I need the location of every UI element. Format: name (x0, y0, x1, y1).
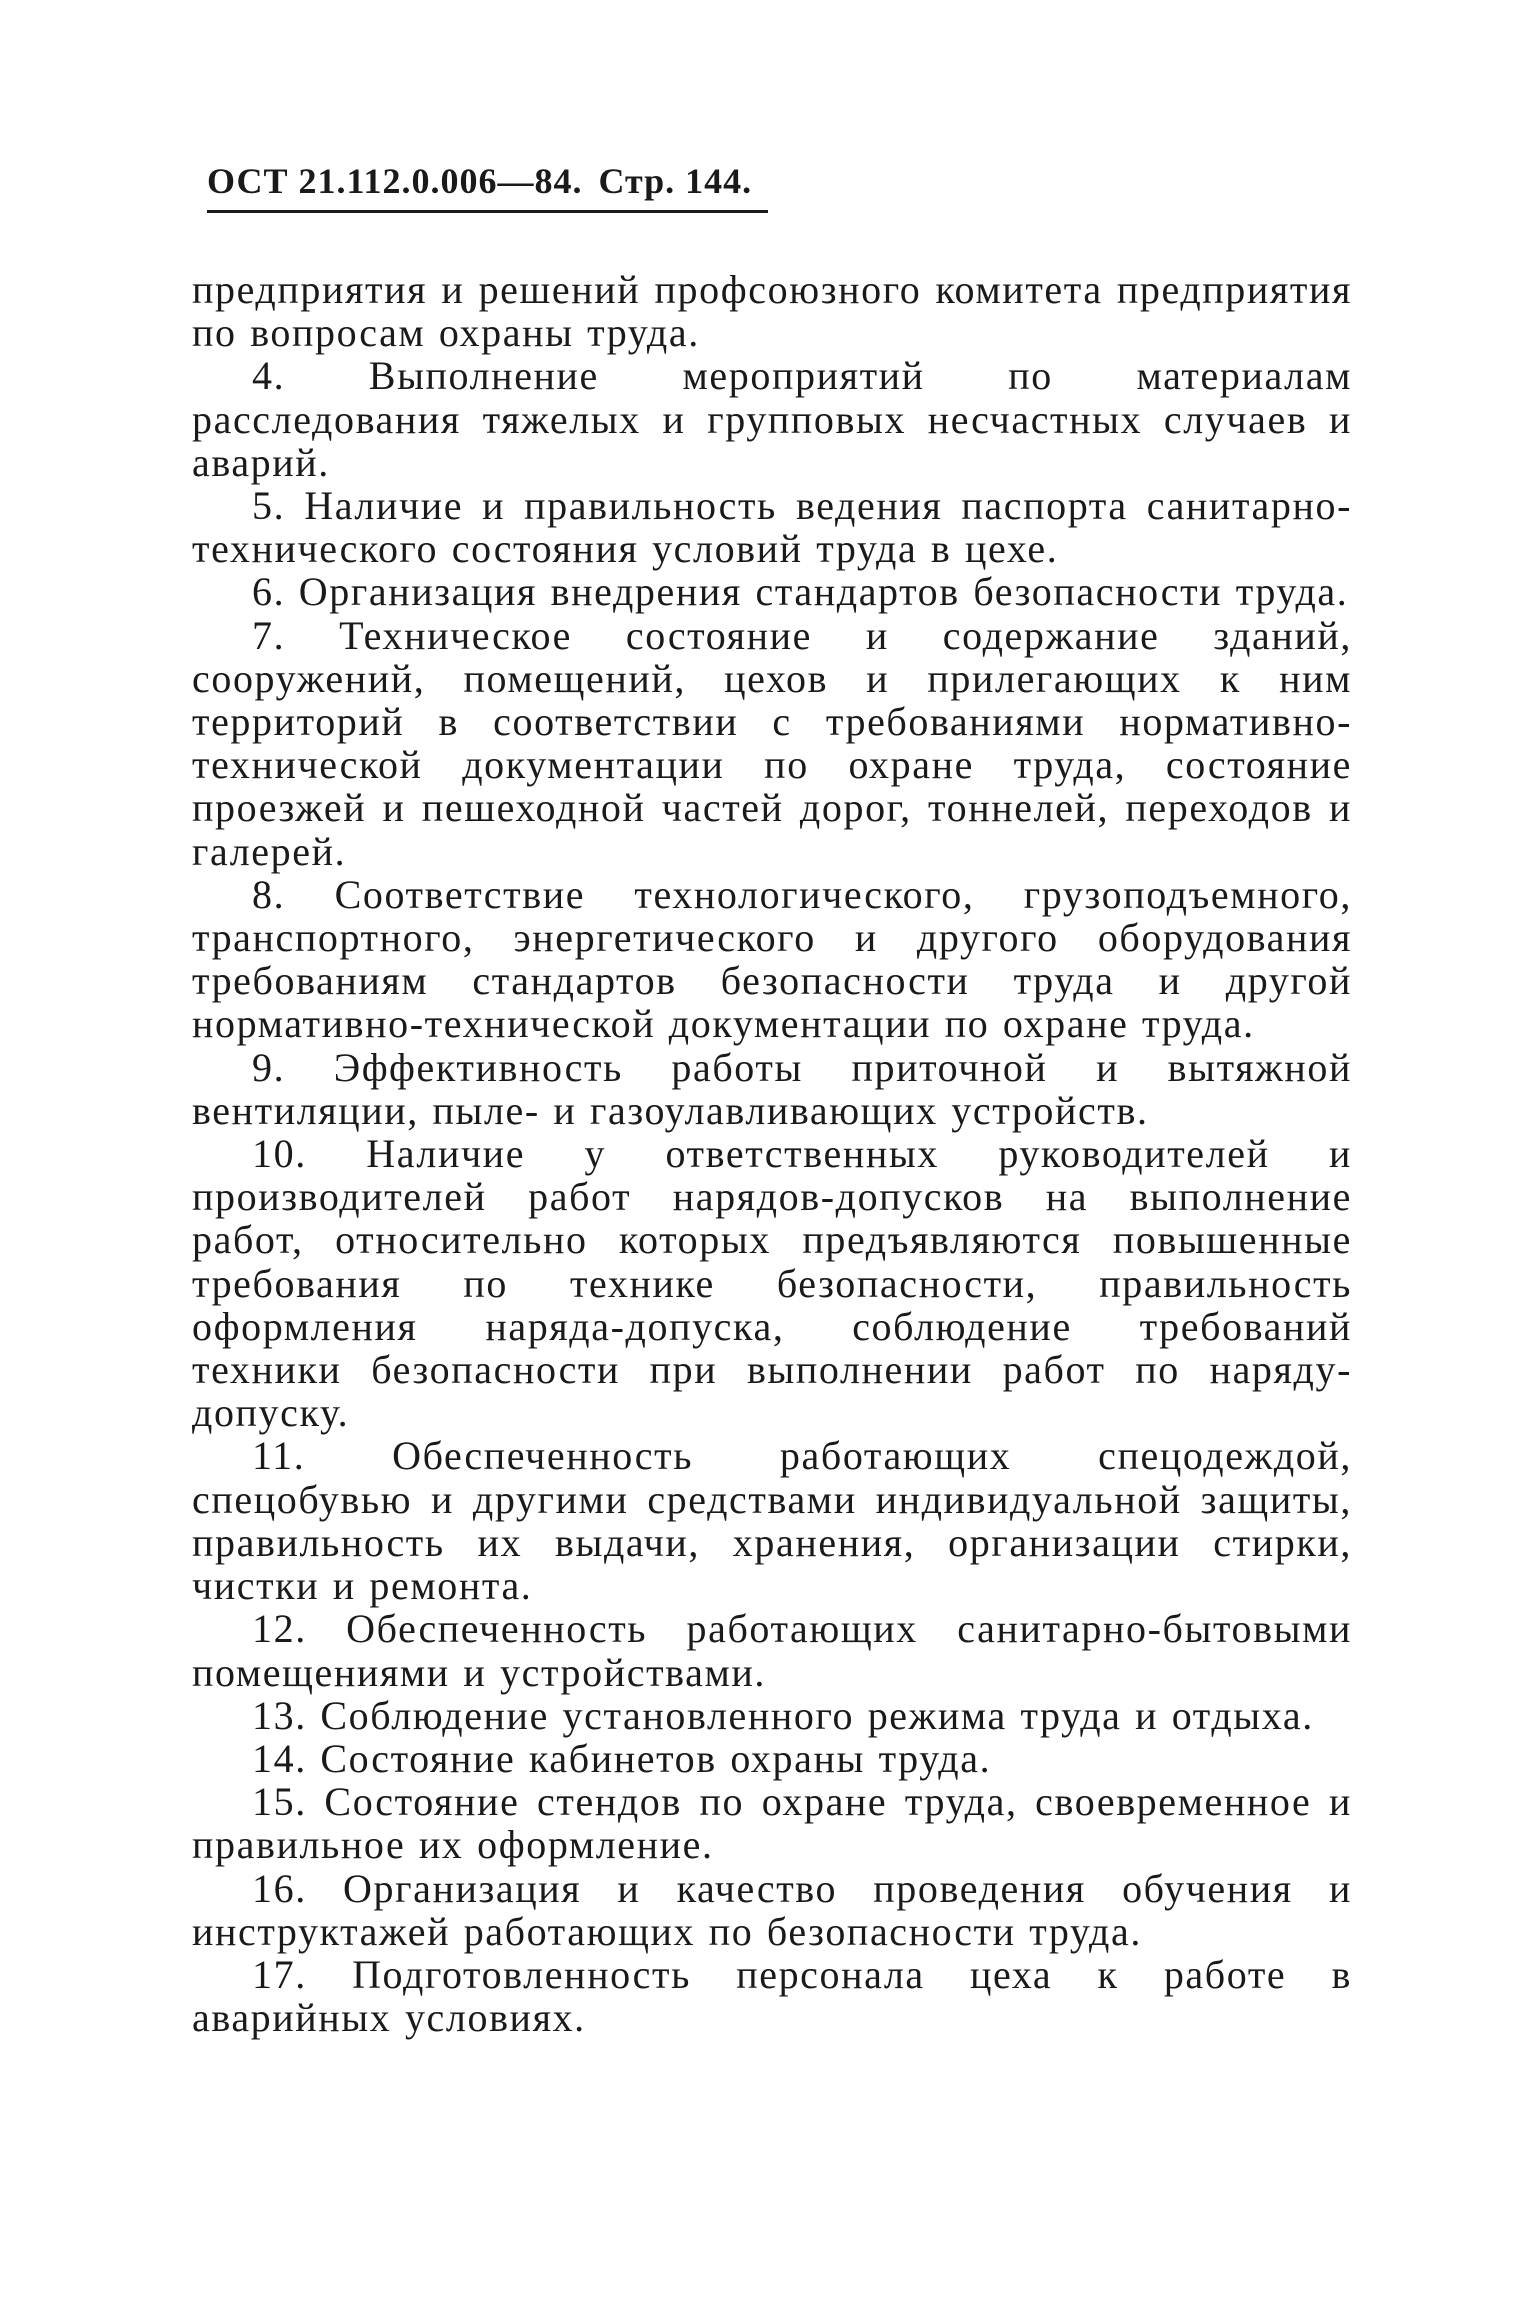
list-item: 7. Техническое состояние и содержание зданий, сооружений, помещений, цехов и прилегающих к ним территорий в соответствии с требованиями нормативно-технической документации по охране труда, состояние проезжей и пешеходной частей дорог, тоннелей, переходов и галерей. (192, 612, 1352, 874)
list-item: 6. Организация внедрения стандартов безопасности труда. (252, 569, 1349, 615)
list-item: 4. Выполнение мероприятий по материалам расследования тяжелых и групповых несчастных случаев и аварий. (192, 353, 1352, 485)
list-item: 8. Соответствие технологического, грузоподъемного, транспортного, энергетического и другого оборудования требованиям стандартов безопасности труда и другой нормативно-технической документации по охране труда. (192, 871, 1352, 1047)
list-item: 5. Наличие и правильность ведения паспорта санитарно-технического состояния условий труда в цехе. (192, 483, 1352, 572)
document-code: ОСТ 21.112.0.006—84. (207, 161, 583, 201)
list-item: 12. Обеспеченность работающих санитарно-бытовыми помещениями и устройствами. (192, 1606, 1352, 1695)
list-item: 16. Организация и качество проведения обучения и инструктажей работающих по безопасности труда. (192, 1865, 1352, 1954)
list-item: 10. Наличие у ответственных руководителей и производителей работ нарядов-допусков на выполнение работ, относительно которых предъявляются повышенные требования по технике безопасности, правильность оформления наряда-допуска, соблюдение требований техники безопасности при выполнении работ по наряду-допуску. (192, 1131, 1352, 1436)
list-item: 17. Подготовленность персонала цеха к работе в аварийных условиях. (192, 1951, 1352, 2041)
list-item: 11. Обеспеченность работающих спецодеждой, спецобувью и другими средствами индивидуальной защиты, правильность их выдачи, хранения, организации стирки, чистки и ремонта. (192, 1433, 1352, 1609)
page-reference: Стр. 144. (598, 161, 753, 201)
list-item: 13. Соблюдение установленного режима труда и отдыха. (252, 1692, 1314, 1738)
paragraph-continuation: предприятия и решений профсоюзного комитета предприятия по вопросам охраны труда. (192, 267, 1352, 356)
list-item: 9. Эффективность работы приточной и вытяжной вентиляции, пыле- и газоулавливающих устройств. (192, 1044, 1352, 1133)
list-item: 14. Состояние кабинетов охраны труда. (252, 1735, 992, 1781)
body-text (192, 268, 1352, 2039)
page-header (207, 158, 768, 213)
list-item: 15. Состояние стендов по охране труда, своевременное и правильное их оформление. (192, 1779, 1352, 1868)
